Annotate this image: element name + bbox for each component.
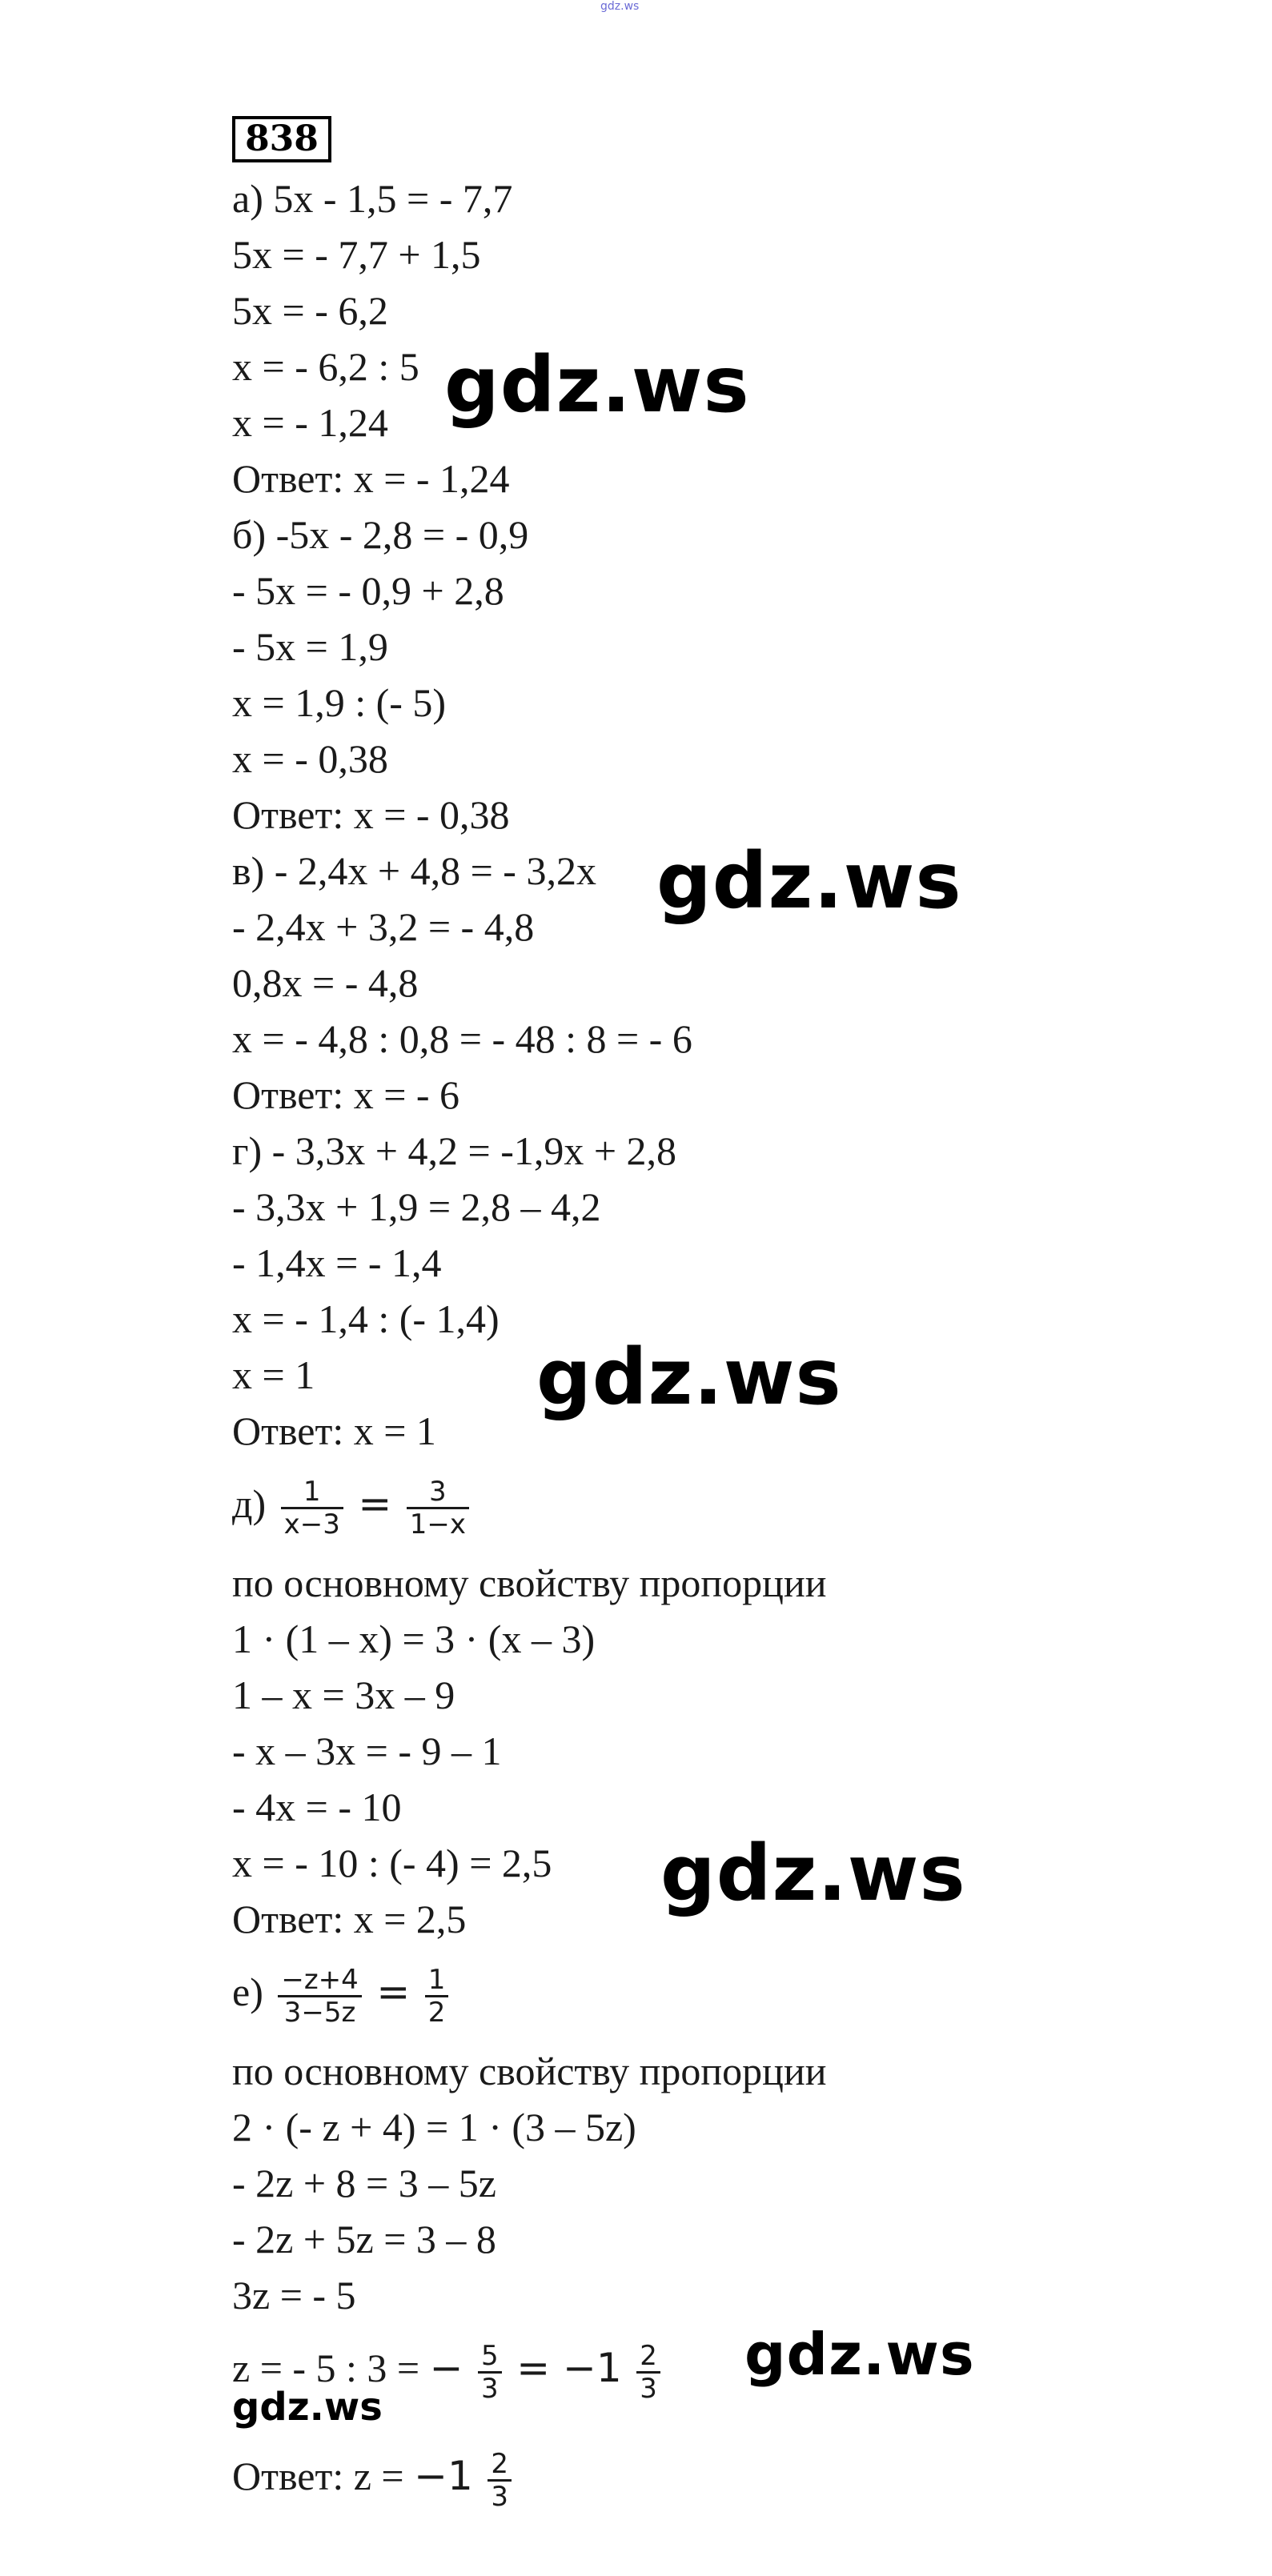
solution-line: 5x = - 6,2: [232, 288, 388, 333]
numerator: 1: [427, 1964, 446, 1996]
solution-line: в) - 2,4x + 4,8 = - 3,2x: [232, 848, 596, 893]
fraction: [478, 2341, 502, 2404]
problem-number: 838: [232, 116, 331, 162]
answer-line: Ответ: x = 1: [232, 1408, 436, 1453]
solution-line: б) -5x - 2,8 = - 0,9: [232, 512, 529, 557]
denominator: 1−x: [407, 1507, 469, 1540]
fraction: [281, 1476, 343, 1540]
fraction: [636, 2341, 660, 2404]
expression: z = - 5 : 3 =: [232, 2345, 430, 2390]
answer-line-mixed: [232, 2449, 516, 2512]
solution-line: - x – 3x = - 9 – 1: [232, 1729, 502, 1773]
fraction: [488, 2449, 512, 2512]
solution-line: x = - 4,8 : 0,8 = - 48 : 8 = - 6: [232, 1016, 692, 1061]
solution-line: - 3,3x + 1,9 = 2,8 – 4,2: [232, 1184, 601, 1229]
answer-label: Ответ: z =: [232, 2453, 415, 2498]
solution-line: x = 1,9 : (- 5): [232, 680, 447, 725]
solution-line: x = 1: [232, 1352, 315, 1397]
denominator: 3: [636, 2371, 660, 2404]
numerator: 1: [303, 1476, 321, 1508]
answer-line: Ответ: x = - 1,24: [232, 456, 510, 501]
numerator: 2: [491, 2448, 508, 2480]
solution-line: по основному свойству пропорции: [232, 2049, 827, 2093]
solution-line: 5x = - 7,7 + 1,5: [232, 232, 481, 277]
minus-sign: −: [429, 2344, 463, 2391]
numerator: −z+4: [281, 1964, 359, 1996]
solution-line: - 5x = 1,9: [232, 624, 388, 669]
numerator: 5: [481, 2340, 499, 2372]
fraction: [407, 1476, 469, 1540]
watermark: gdz.ws: [444, 340, 750, 430]
solution-line: x = - 1,24: [232, 400, 388, 445]
solution-line: - 4x = - 10: [232, 1785, 402, 1829]
answer-line: Ответ: x = - 0,38: [232, 792, 510, 837]
denominator: 3: [478, 2371, 502, 2404]
denominator: 2: [425, 1995, 449, 2028]
item-prefix: е): [232, 1969, 263, 2014]
item-prefix: д): [232, 1480, 267, 1526]
top-watermark: gdz.ws: [600, 0, 640, 13]
solution-line: - 2z + 8 = 3 – 5z: [232, 2161, 496, 2205]
solution-line: 1 · (1 – x) = 3 · (x – 3): [232, 1617, 596, 1661]
solution-line: - 1,4x = - 1,4: [232, 1240, 442, 1285]
solution-line: г) - 3,3x + 4,2 = -1,9x + 2,8: [232, 1128, 677, 1173]
fraction-equation-d: [232, 1476, 474, 1540]
numerator: 2: [640, 2340, 657, 2372]
watermark: gdz.ws: [656, 836, 962, 926]
watermark: gdz.ws: [744, 2321, 975, 2388]
solution-line: - 5x = - 0,9 + 2,8: [232, 568, 504, 613]
solution-line: 2 · (- z + 4) = 1 · (3 – 5z): [232, 2105, 636, 2149]
mixed-number-whole: −1: [414, 2452, 473, 2499]
equals-sign: =: [376, 1968, 411, 2015]
answer-line: Ответ: x = - 6: [232, 1072, 460, 1117]
answer-line: Ответ: x = 2,5: [232, 1897, 467, 1941]
numerator: 3: [429, 1476, 447, 1508]
watermark: gdz.ws: [536, 1332, 842, 1422]
solution-line: 1 – x = 3x – 9: [232, 1673, 455, 1717]
watermark: gdz.ws: [232, 2385, 383, 2430]
denominator: 3: [488, 2479, 512, 2512]
equals-sign: =: [358, 1480, 392, 1527]
watermark: gdz.ws: [660, 1829, 966, 1918]
denominator: 3−5z: [278, 1995, 361, 2028]
solution-line: 3z = - 5: [232, 2273, 356, 2318]
solution-line: x = - 10 : (- 4) = 2,5: [232, 1841, 552, 1885]
fraction: [278, 1965, 361, 2028]
denominator: x−3: [281, 1507, 343, 1540]
solution-line: - 2,4x + 3,2 = - 4,8: [232, 904, 535, 949]
solution-line: а) 5x - 1,5 = - 7,7: [232, 176, 513, 221]
fraction-equation-e: [232, 1965, 453, 2028]
fraction: [425, 1965, 449, 2028]
solution-line: x = - 6,2 : 5: [232, 344, 419, 389]
solution-line: 0,8x = - 4,8: [232, 960, 419, 1005]
solution-line: x = - 0,38: [232, 736, 388, 781]
solution-line: x = - 1,4 : (- 1,4): [232, 1296, 500, 1341]
mixed-number-whole: = −1: [516, 2344, 622, 2391]
solution-line: по основному свойству пропорции: [232, 1560, 827, 1605]
solution-line: - 2z + 5z = 3 – 8: [232, 2217, 496, 2262]
